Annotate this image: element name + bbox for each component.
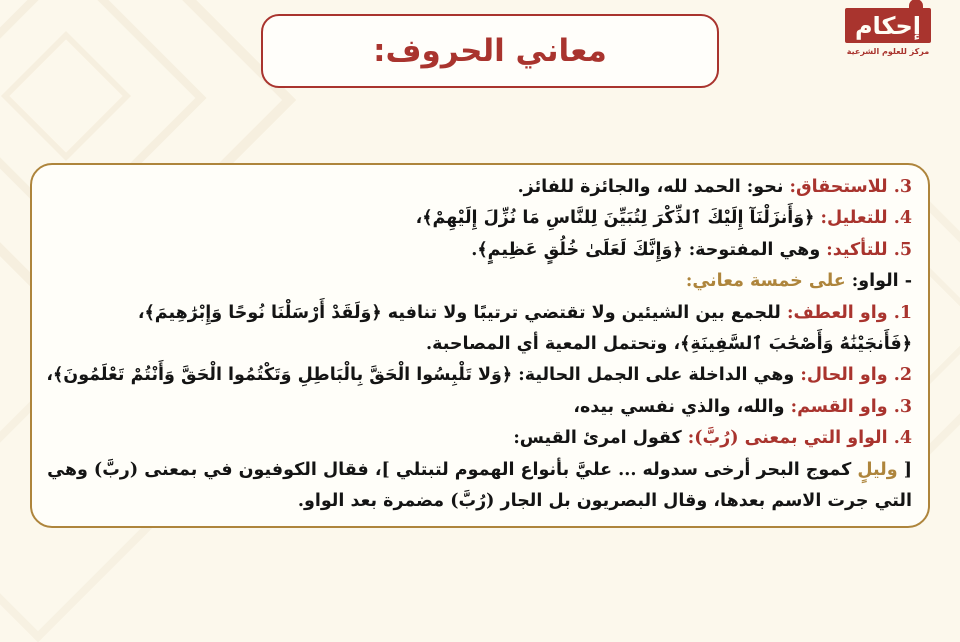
content-segment-red: 3. واو القسم: — [784, 396, 912, 417]
content-line — [42, 423, 912, 454]
content-segment-dark: نحو: الحمد لله، والجائزة للفائز. — [517, 177, 784, 197]
content-line — [42, 455, 912, 486]
content-segment-dark: وهي الداخلة على الجمل الحالية: ﴿وَلا تَلْبِسُوا الْحَقَّ بِالْبَاطِلِ وَتَكْتُمُوا الْحَقَّ وَأَنْتُمْ تَعْلَمُونَ﴾، — [46, 365, 795, 386]
content-line — [42, 360, 912, 391]
logo-wordmark: إحكام — [854, 12, 922, 40]
content-line — [42, 329, 912, 360]
content-line — [42, 203, 912, 234]
content-segment-red: 4. الواو التي بمعنى (رُبَّ): — [681, 428, 912, 449]
content-segment-dark: ﴿فَأَنجَيْنَٰهُ وَأَصْحَٰبَ ٱلسَّفِينَةِ﴾، وتحتمل المعية أي المصاحبة. — [426, 334, 912, 355]
content-line — [42, 235, 912, 266]
content-segment-red: 2. واو الحال: — [794, 365, 912, 386]
content-lines — [42, 172, 912, 517]
content-line — [42, 172, 912, 203]
content-segment-red: 5. للتأكيد: — [820, 239, 912, 260]
content-line — [42, 486, 912, 517]
content-line — [42, 266, 912, 297]
content-line — [42, 298, 912, 329]
content-segment-dark: ﴿وَأَنزَلْنَآ إِلَيْكَ ٱلذِّكْرَ لِتُبَيِّنَ لِلنَّاسِ مَا نُزِّلَ إِلَيْهِمْ﴾، — [415, 208, 815, 229]
content-segment-dark: وهي المفتوحة: ﴿وَإِنَّكَ لَعَلَىٰ خُلُقٍ عَظِيمٍ﴾. — [471, 239, 821, 260]
content-segment-dark: التي جرت الاسم بعدها، وقال البصريون بل الجار (رُبَّ) مضمرة بعد الواو. — [297, 491, 912, 512]
content-segment-red: 4. للتعليل: — [814, 208, 912, 229]
brand-logo — [834, 8, 942, 56]
content-segment-dark: والله، والذي نفسي بيده، — [573, 396, 785, 417]
content-segment-dark: كقول امرئ القيس: — [513, 428, 682, 449]
content-segment-gold: على خمسة معاني: — [685, 271, 846, 292]
content-segment-red: 1. واو العطف: — [780, 302, 912, 323]
logo-wordmark-badge — [845, 8, 931, 43]
content-segment-dark: كموج البحر أرخى سدوله ... عليَّ بأنواع الهموم لتبتلي ]، فقال الكوفيون في بمعنى (ربَّ) وهي — [47, 459, 858, 480]
content-segment-dark: للجمع بين الشيئين ولا تقتضي ترتيبًا ولا تنافيه ﴿وَلَقَدْ أَرْسَلْنَا نُوحًا وَإِبْرَٰهِيمَ﴾، — [137, 302, 781, 323]
content-line — [42, 392, 912, 423]
content-segment-gold: وليلٍ — [857, 459, 898, 480]
title-box — [261, 14, 719, 88]
content-segment-red: 3. للاستحقاق: — [783, 177, 912, 197]
logo-subtitle: مركز للعلوم الشرعية — [846, 47, 930, 57]
content-box — [30, 163, 930, 528]
page-title: معاني الحروف: — [373, 33, 607, 69]
dome-icon — [909, 0, 923, 8]
content-segment-dark: [ — [897, 459, 912, 480]
content-segment-dark: - الواو: — [845, 271, 912, 292]
